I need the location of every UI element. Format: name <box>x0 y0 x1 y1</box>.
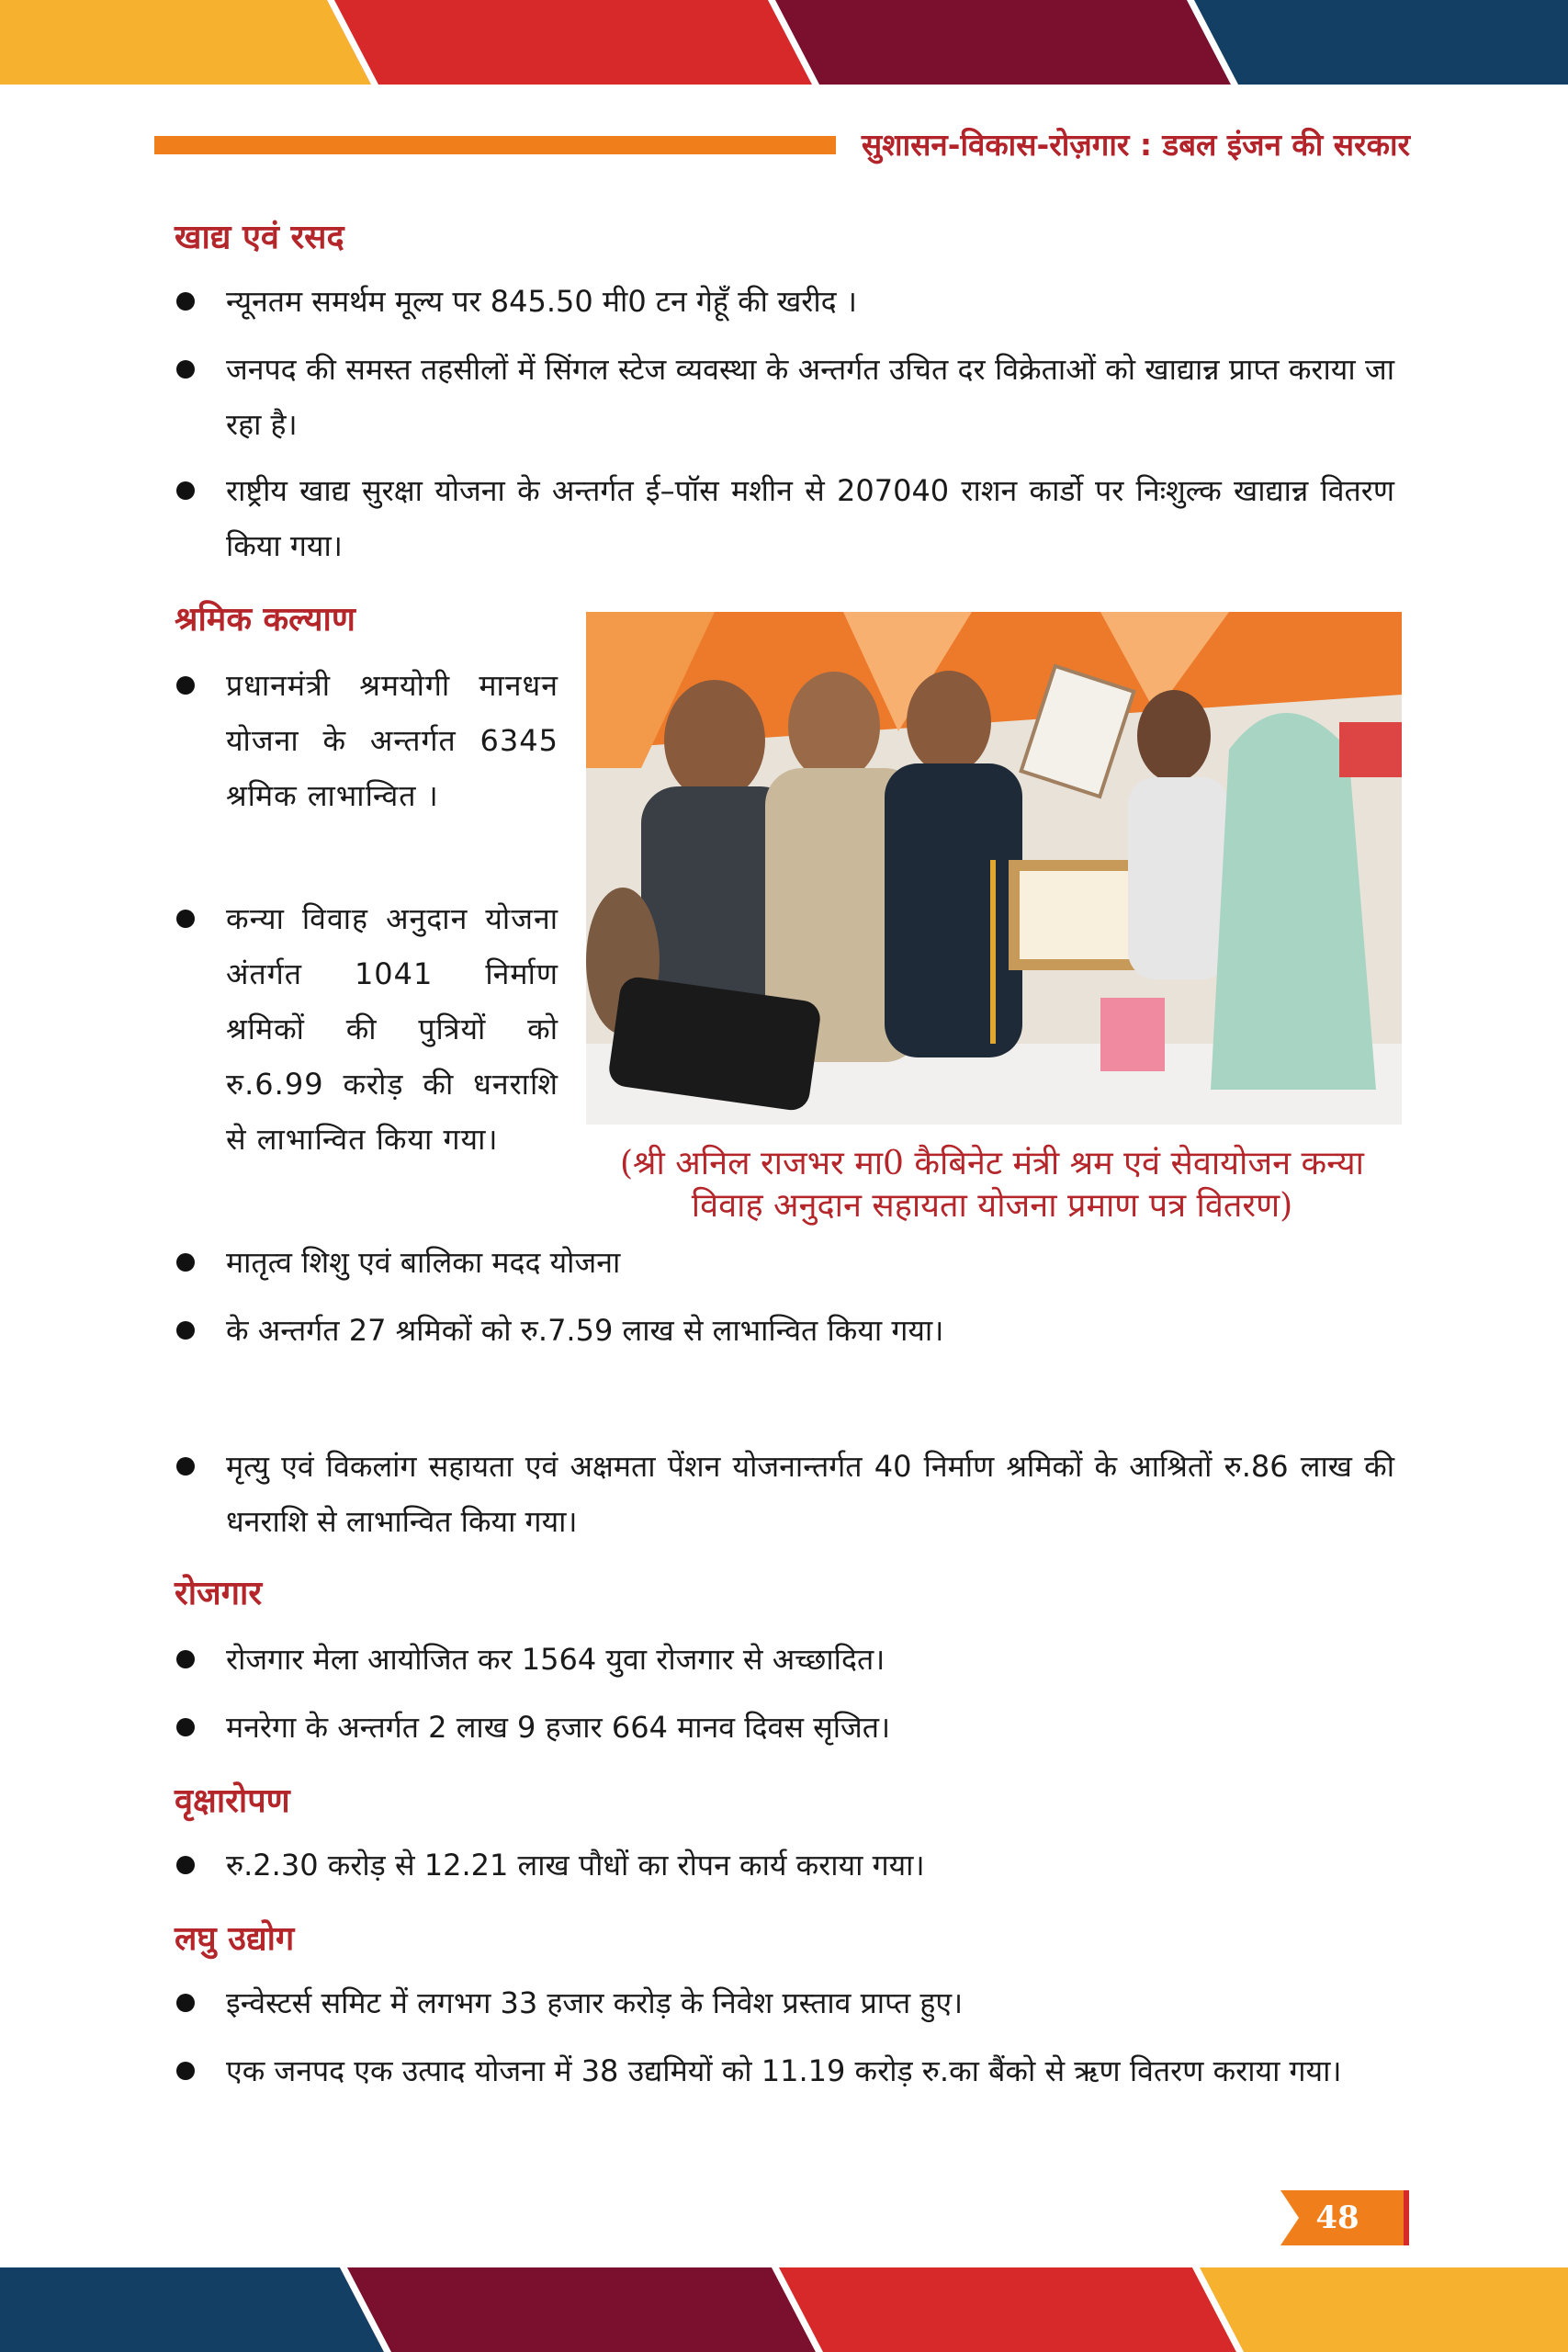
bullet-icon <box>176 1321 195 1340</box>
bullet-icon <box>176 910 195 928</box>
bullet-icon <box>176 1856 195 1874</box>
header-title: सुशासन-विकास-रोज़गार : डबल इंजन की सरकार <box>861 127 1410 163</box>
bullet-icon <box>176 2062 195 2080</box>
bullet-icon <box>176 1253 195 1272</box>
section-title-food: खाद्य एवं रसद <box>175 218 344 256</box>
list-item: मनरेगा के अन्तर्गत 2 लाख 9 हजार 664 मानव दिवस सृजित। <box>226 1710 891 1745</box>
list-item: राष्ट्रीय खाद्य सुरक्षा योजना के अन्तर्गत ई–पॉस मशीन से 207040 राशन कार्डो पर निःशुल्क खाद्यान्न वितरण किया गया। <box>226 473 1394 563</box>
section-title-labour: श्रमिक कल्याण <box>175 600 355 639</box>
section-title-small-industry: लघु उद्योग <box>175 1919 295 1958</box>
bullet-icon <box>176 481 195 500</box>
list-item: इन्वेस्टर्स समिट में लगभग 33 हजार करोड़ के निवेश प्रस्ताव प्राप्त हुए। <box>226 1985 964 2020</box>
bullet-icon <box>176 360 195 379</box>
bullet-icon <box>176 292 195 311</box>
top-color-band <box>0 0 1568 85</box>
list-item: के अन्तर्गत 27 श्रमिकों को रु.7.59 लाख से लाभान्वित किया गया। <box>226 1313 944 1348</box>
bullet-icon <box>176 676 195 695</box>
list-item: एक जनपद एक उत्पाद योजना में 38 उद्यमियों को 11.19 करोड़ रु.का बैंको से ऋण वितरण कराया गया। <box>226 2053 1342 2088</box>
list-item: रु.2.30 करोड़ से 12.21 लाख पौधों का रोपन कार्य कराया गया। <box>226 1848 925 1883</box>
section-title-plantation: वृक्षारोपण <box>175 1781 290 1820</box>
list-item: मृत्यु एवं विकलांग सहायता एवं अक्षमता पेंशन योजनान्तर्गत 40 निर्माण श्रमिकों के आश्रितों रु.86 लाख की धनराशि से लाभान्वित किया गया। <box>226 1449 1394 1539</box>
photo-caption: (श्री अनिल राजभर मा0 कैबिनेट मंत्री श्रम एवं सेवायोजन कन्या विवाह अनुदान सहायता योजना प्रमाण पत्र वितरण) <box>620 1145 1364 1225</box>
header-rule <box>154 136 836 154</box>
list-item: प्रधानमंत्री श्रमयोगी मानधन योजना के अन्तर्गत 6345 श्रमिक लाभान्वित । <box>226 668 558 813</box>
bottom-color-band <box>0 2267 1568 2352</box>
bullet-icon <box>176 1718 195 1736</box>
bullet-icon <box>176 1650 195 1668</box>
list-item: कन्या विवाह अनुदान योजना अंतर्गत 1041 निर्माण श्रमिकों की पुत्रियों को रु.6.99 करोड़ की धनराशि से लाभान्वित किया गया। <box>226 901 558 1157</box>
list-item: मातृत्व शिशु एवं बालिका मदद योजना <box>226 1245 621 1280</box>
list-item: न्यूनतम समर्थम मूल्य पर 845.50 मी0 टन गेहूँ की खरीद । <box>226 284 857 319</box>
bullet-icon <box>176 1994 195 2012</box>
event-photo <box>586 612 1402 1125</box>
list-item: रोजगार मेला आयोजित कर 1564 युवा रोजगार से अच्छादित। <box>226 1642 886 1677</box>
list-item: जनपद की समस्त तहसीलों में सिंगल स्टेज व्यवस्था के अन्तर्गत उचित दर विक्रेताओं को खाद्यान्न प्राप्त कराया जा रहा है। <box>226 352 1394 442</box>
page-number: 48 <box>1315 2199 1359 2236</box>
bullet-icon <box>176 1457 195 1476</box>
section-title-employment: रोजगार <box>175 1574 263 1612</box>
